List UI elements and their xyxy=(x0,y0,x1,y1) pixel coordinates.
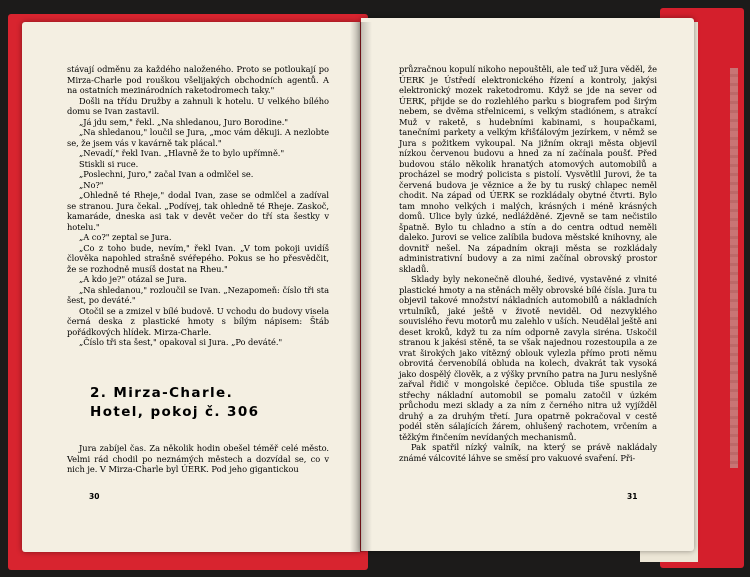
paragraph: Došli na třídu Družby a zahnuli k hotelu. U velkého bílého domu se Ivan zastavil. xyxy=(67,95,329,116)
chapter-title-line-2: Hotel, pokoj č. 306 xyxy=(90,404,260,420)
paragraph: „A co?" zeptal se Jura. xyxy=(79,232,172,242)
paragraph: „Číslo tři sta šest," opakoval si Jura. „Po deváté." xyxy=(79,337,283,347)
paragraph: „A kdo je?" otázal se Jura. xyxy=(79,274,187,284)
paragraph: stávají odměnu za každého naloženého. Proto se potloukají po Mirza-Charle pod rouškou všelijakých obchodních agentů. A na ostatních mezinárodních raketodromech taky." xyxy=(67,64,329,95)
paragraph: „Co z toho bude, nevím," řekl Ivan. „V tom pokoji uvidíš člověka napohled strašně svéřepého. Pokus se ho přesvědčit, že se rozhodně musíš dostat na Rheu." xyxy=(67,242,329,274)
paragraph: „Nevadí," řekl Ivan. „Hlavně že to bylo upřímně." xyxy=(79,148,285,158)
left-page-text xyxy=(67,64,329,348)
book-gutter xyxy=(350,22,372,552)
page-number-left: 30 xyxy=(89,492,100,501)
chapter-title-line-1: 2. Mirza-Charle. xyxy=(90,385,234,401)
paragraph: „Ohledně té Rheje," dodal Ivan, zase se odmlčel a zadíval se stranou. Jura čekal. „Podívej, tak ohledně té Rheje. Zaskoč, kamaráde, dneska asi tak v devět večer do tří sta šestky v hotelu." xyxy=(67,190,329,232)
paragraph: Pak spatřil nízký valník, na který se právě nakládaly známé válcovité láhve se směsí pro vakuové svaření. Při- xyxy=(399,442,657,463)
paragraph: Jura zabíjel čas. Za několik hodin obešel téměř celé město. Velmi rád chodil po neznámých městech a dozvídal se, co v nich je. V Mirza-Charle byl ÚERK. Pod jeho gigantickou xyxy=(67,443,329,474)
paragraph: „No?" xyxy=(79,179,104,190)
paragraph: průzračnou kopulí nikoho nepouštěli, ale teď už Jura věděl, že ÚERK je Ústředí elektronického řízení a kontroly, jakýsi elektronický mozek raketodromu. Když se jde na sever od ÚERK, přijde se do rozlehlého parku s biografem pod širým nebem, se dvěma střelnicemi, s velkým stadiónem, s atrakcí Muž v raketě, s hudebními kabinami, s houpačkami, tanečními parkety a velkým křišťálovým jezírkem, v němž se Jura s požitkem vykoupal. Na jižním okraji města objevil nízkou červenou budovu a hned za ní začínala poušť. Před budovou stálo několik hranatých atomových automobilů a procházel se modrý policista s pistolí. Vysvětlil Jurovi, že ta červená budova je věznice a že by tu ruský chlapec neměl chodit. Na západ od ÚERK se rozkládaly obytné čtvrti. Bylo tam mnoho velkých i malých, krásných i méně krásných domů. Ulice byly úzké, nedlážděné. Zjevně se tam nečistilo špatně. Bylo tu chladno a stín a do centra odtud neměli daleko. Jurovi se velice zalíbila budova městské knihovny, ale dovnitř nešel. Na západním okraji města se rozkládaly administrativní budovy a za nimi začínal obrovský prostor skladů. xyxy=(399,64,657,274)
right-page-text xyxy=(399,64,657,463)
chapter-heading xyxy=(90,384,335,422)
paragraph: „Na shledanou," rozloučil se Ivan. „Nezapomeň: číslo tři sta šest, po deváté." xyxy=(67,284,329,305)
paragraph: „Já jdu sem," řekl. „Na shledanou, Juro Borodine." xyxy=(79,116,289,127)
left-page-chapter-text xyxy=(67,443,329,475)
paragraph: „Na shledanou," loučil se Jura, „moc vám děkuji. A nezlobte se, že jsem vás v kavárně tak plácal." xyxy=(67,127,329,148)
paragraph: Sklady byly nekonečně dlouhé, šedivé, vystavěné z vlnité plastické hmoty a na stěnách měly obrovské bílé čísla. Jura tu objevil takové množství nákladních automobilů a nákladních vrtulníků, jaké ještě v životě neviděl. Od nezvyklého souvislého řevu motorů mu zalehlo v uších. Neudělal ještě ani deset kroků, když tu za ním odporně zavyla siréna. Uskočil stranou k jakési stěně, ta se však najednou rozestoupila a ze vrat širokých jako vítězný oblouk vylezla přímo proti němu obrovitá červenobílá obluda na kolech, dvakrát tak vysoká jako dospělý člověk, a z výšky prvního patra na Juru neslyšně zařval řidič v mongolské čepičce. Obluda tiše spustila ze střechy nákladní automobil se pomalu zatočil v úzkém průchodu mezi sklady a za ním z černého nitra už vyjížděl druhý a za druhým třetí. Jura opatrně pokračoval v cestě podél stěn sálajících žárem, ohlušený rachotem, vrčením a těžkým řinčením nevídaných mechanismů. xyxy=(399,274,657,442)
paragraph: „Poslechni, Juro," začal Ivan a odmlčel se. xyxy=(79,169,254,179)
page-number-right: 31 xyxy=(627,492,638,501)
paragraph: Stiskli si ruce. xyxy=(79,158,139,169)
paragraph: Otočil se a zmizel v bílé budově. U vchodu do budovy visela černá deska z plastické hmoty s bílým nápisem: Štáb pořádkových hlídek. Mirza-Charle. xyxy=(67,305,329,337)
